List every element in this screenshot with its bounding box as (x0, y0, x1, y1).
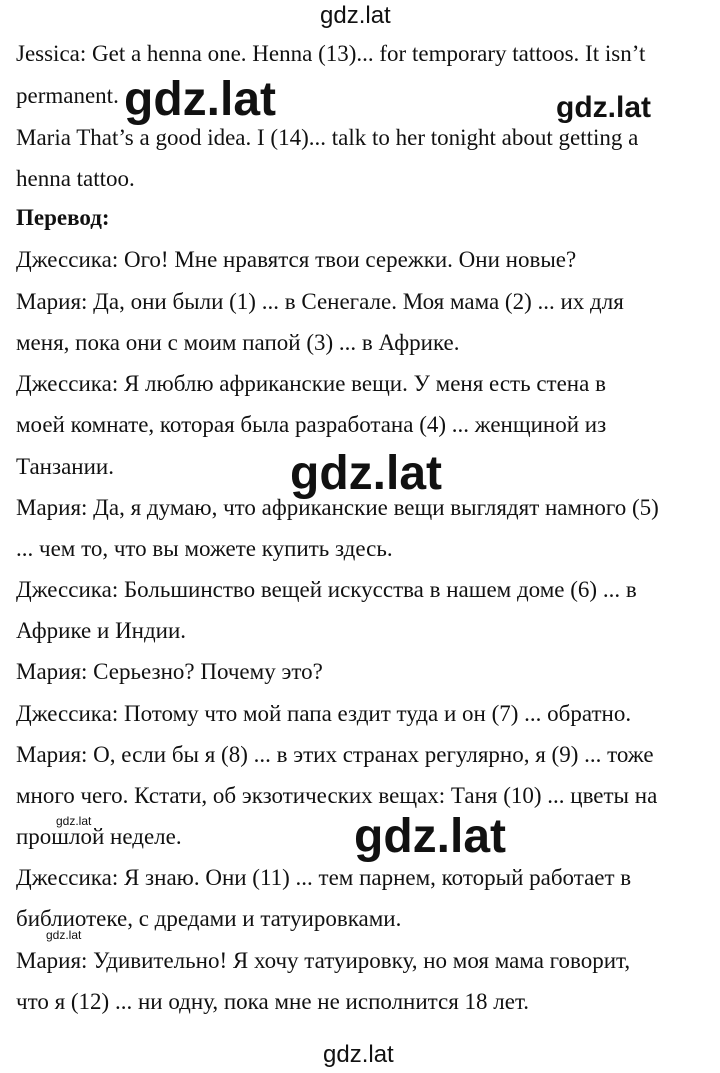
text-line: henna tattoo. (16, 166, 135, 191)
text-line: Мария: Удивительно! Я хочу татуировку, но моя мама говорит, (16, 948, 631, 973)
text-line: Мария: Да, они были (1) ... в Сенегале. Моя мама (2) ... их для (16, 289, 624, 314)
translation-heading: Перевод: (16, 205, 110, 230)
text-line: прошлой неделе. (16, 824, 182, 849)
watermark: gdz.lat (556, 91, 651, 124)
text-line: Джессика: Ого! Мне нравятся твои сережки. Они новые? (16, 247, 577, 272)
text-line: Мария: О, если бы я (8) ... в этих странах регулярно, я (9) ... тоже (16, 742, 654, 767)
text-line: Мария: Серьезно? Почему это? (16, 659, 323, 684)
text-line: Джессика: Потому что мой папа ездит туда и он (7) ... обратно. (16, 701, 632, 726)
text-line: Африке и Индии. (16, 618, 187, 643)
small-watermark: gdz.lat (56, 814, 92, 828)
text-line: Джессика: Я люблю африканские вещи. У меня есть стена в (16, 371, 606, 396)
watermark: gdz.lat (124, 73, 276, 126)
text-line: Джессика: Я знаю. Они (11) ... тем парнем, который работает в (16, 865, 632, 890)
text-line: много чего. Кстати, об экзотических вещах: Таня (10) ... цветы на (16, 783, 658, 808)
text-line: permanent. (16, 83, 119, 108)
text-line: меня, пока они с моим папой (3) ... в Африке. (16, 330, 460, 355)
text-line: ... чем то, что вы можете купить здесь. (16, 536, 393, 561)
text-line: что я (12) ... ни одну, пока мне не исполнится 18 лет. (16, 989, 530, 1014)
footer-watermark: gdz.lat (323, 1041, 394, 1068)
text-line: Джессика: Большинство вещей искусства в нашем доме (6) ... в (16, 577, 637, 602)
watermark: gdz.lat (290, 447, 442, 500)
text-line: Мария: Да, я думаю, что африканские вещи выглядят намного (5) (16, 495, 659, 520)
text-line: Maria That’s a good idea. I (14)... talk to her tonight about getting a (16, 125, 639, 150)
text-line: Jessica: Get a henna one. Henna (13)... for temporary tattoos. It isn’t (16, 41, 646, 66)
watermark: gdz.lat (354, 810, 506, 863)
text-line: библиотеке, с дредами и татуировками. (16, 906, 402, 931)
header-watermark: gdz.lat (320, 2, 391, 29)
small-watermark: gdz.lat (46, 928, 82, 942)
text-line: Танзании. (16, 454, 114, 479)
text-line: моей комнате, которая была разработана (4) ... женщиной из (16, 412, 607, 437)
